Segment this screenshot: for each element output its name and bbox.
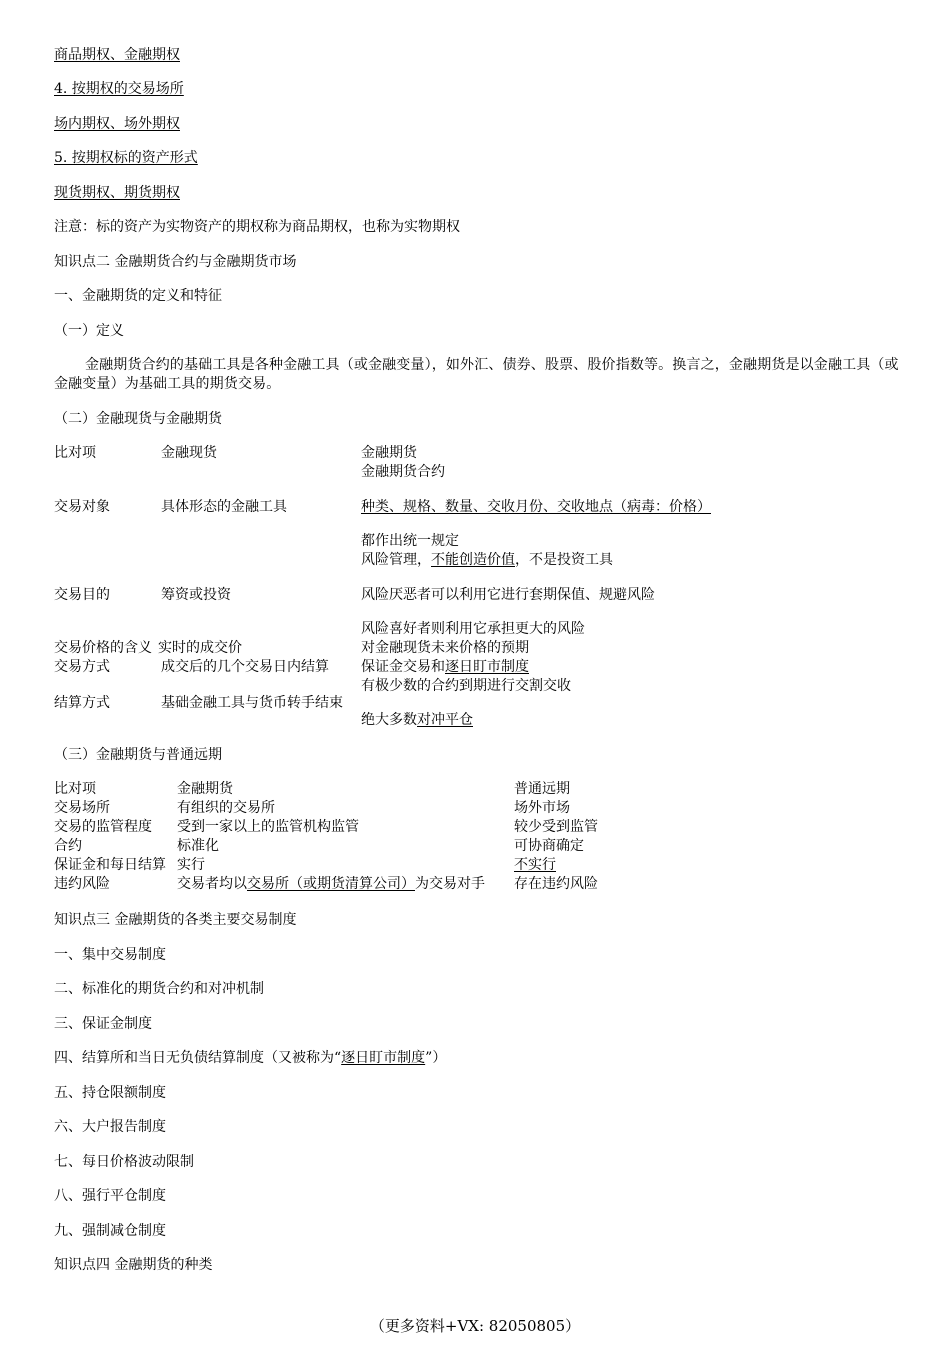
table1-row5-spot: 基础金融工具与货币转手结束 <box>161 695 343 711</box>
table1-row4-spot: 成交后的几个交易日内结算 <box>161 659 329 675</box>
section3-item-4 <box>54 1049 446 1068</box>
table2-row2-item: 交易的监管程度 <box>54 819 152 835</box>
section3-item-2: 二、标准化的期货合约和对冲机制 <box>54 981 264 997</box>
text-offset: 对冲平仓 <box>417 712 473 728</box>
table1-row3-futures: 对金融现货未来价格的预期 <box>361 640 529 656</box>
text-a: 四、结算所和当日无负债结算制度（又被称为“ <box>54 1050 342 1066</box>
section3-item-9: 九、强制减仓制度 <box>54 1223 166 1239</box>
table1-row5-futures <box>361 711 473 730</box>
table2-row2-futures: 受到一家以上的监管机构监管 <box>177 819 359 835</box>
table1-row1-futures-1: 种类、规格、数量、交收月份、交收地点（病毒：价格） <box>361 499 711 515</box>
table2-row4-forwards: 不实行 <box>514 857 556 873</box>
intro-line-4: 5. 按期权标的资产形式 <box>54 150 198 166</box>
section3-item-8: 八、强行平仓制度 <box>54 1188 166 1204</box>
section2-sub1: 一、金融期货的定义和特征 <box>54 288 222 304</box>
compare2-title: （三）金融期货与普通远期 <box>54 747 222 763</box>
table2-row3-forwards: 可协商确定 <box>514 838 584 854</box>
table1-header-futures-contract: 金融期货合约 <box>361 464 445 480</box>
text-mark-to-market: 逐日盯市制度 <box>341 1050 426 1066</box>
table2-row2-forwards: 较少受到监管 <box>514 819 598 835</box>
table1-row3-spot: 实时的成交价 <box>158 640 242 656</box>
table1-row1-futures-3 <box>361 551 613 570</box>
table1-row1-item: 交易对象 <box>54 499 110 515</box>
table2-row1-forwards: 场外市场 <box>514 800 570 816</box>
table1-row4-futures-1 <box>361 658 529 677</box>
table2-row3-futures: 标准化 <box>177 838 219 854</box>
intro-line-5: 现货期权、期货期权 <box>54 185 180 201</box>
table1-header-futures: 金融期货 <box>361 445 417 461</box>
footer-contact: （更多资料+VX: 82050805） <box>369 1317 581 1335</box>
text-c: 为交易对手 <box>415 876 485 892</box>
table1-row2-spot: 筹资或投资 <box>161 587 231 603</box>
section3-item-6: 六、大户报告制度 <box>54 1119 166 1135</box>
table1-row3-item: 交易价格的含义 <box>54 640 152 656</box>
text-a: 交易者均以 <box>177 876 247 892</box>
text-a: 风险管理， <box>361 552 431 568</box>
table2-row3-item: 合约 <box>54 838 82 854</box>
compare1-title: （二）金融现货与金融期货 <box>54 411 222 427</box>
table2-row1-item: 交易场所 <box>54 800 110 816</box>
intro-line-1: 商品期权、金融期权 <box>54 47 180 63</box>
section3-title: 知识点三 金融期货的各类主要交易制度 <box>54 912 297 928</box>
table1-row4-item: 交易方式 <box>54 659 110 675</box>
section4-title: 知识点四 金融期货的种类 <box>54 1257 213 1273</box>
table1-row4-futures-2: 有极少数的合约到期进行交割交收 <box>361 678 571 694</box>
text-mark-to-market: 逐日盯市制度 <box>445 659 529 675</box>
text-exchange: 交易所（或期货清算公司） <box>247 876 415 892</box>
table1-row1-spot: 具体形态的金融工具 <box>161 499 287 515</box>
text-no-value: 不能创造价值 <box>431 552 515 568</box>
table1-row2-item: 交易目的 <box>54 587 110 603</box>
text-c: ，不是投资工具 <box>515 552 613 568</box>
table1-row2-futures-1: 风险厌恶者可以利用它进行套期保值、规避风险 <box>361 587 655 603</box>
table2-row5-item: 违约风险 <box>54 876 110 892</box>
section2-title: 知识点二 金融期货合约与金融期货市场 <box>54 254 297 270</box>
definition-paragraph: 金融期货合约的基础工具是各种金融工具（或金融变量），如外汇、债券、股票、股价指数等。换言之，金融期货是以金融工具（或金融变量）为基础工具的期货交易。 <box>54 357 899 392</box>
table2-row4-futures: 实行 <box>177 857 205 873</box>
table1-row5-item: 结算方式 <box>54 695 110 711</box>
section3-item-1: 一、集中交易制度 <box>54 947 166 963</box>
table2-row4-item: 保证金和每日结算 <box>54 857 166 873</box>
definition-title: （一）定义 <box>54 323 124 339</box>
table2-header-futures: 金融期货 <box>177 781 233 797</box>
table2-header-item: 比对项 <box>54 781 96 797</box>
section3-item-7: 七、每日价格波动限制 <box>54 1154 194 1170</box>
text-c: ”） <box>425 1050 447 1066</box>
text-a: 绝大多数 <box>361 712 417 728</box>
intro-note: 注意：标的资产为实物资产的期权称为商品期权，也称为实物期权 <box>54 219 460 235</box>
section3-item-5: 五、持仓限额制度 <box>54 1085 166 1101</box>
table1-header-spot: 金融现货 <box>161 445 217 461</box>
table1-row1-futures-2: 都作出统一规定 <box>361 533 459 549</box>
text-a: 保证金交易和 <box>361 659 445 675</box>
intro-line-2: 4. 按期权的交易场所 <box>54 81 184 97</box>
table2-row1-futures: 有组织的交易所 <box>177 800 275 816</box>
table1-row2-futures-2: 风险喜好者则利用它承担更大的风险 <box>361 621 585 637</box>
table1-header-item: 比对项 <box>54 445 96 461</box>
table2-header-forwards: 普通远期 <box>514 781 570 797</box>
section3-item-3: 三、保证金制度 <box>54 1016 152 1032</box>
table2-row5-futures <box>177 875 485 894</box>
intro-line-3: 场内期权、场外期权 <box>54 116 180 132</box>
table2-row5-forwards: 存在违约风险 <box>514 876 598 892</box>
